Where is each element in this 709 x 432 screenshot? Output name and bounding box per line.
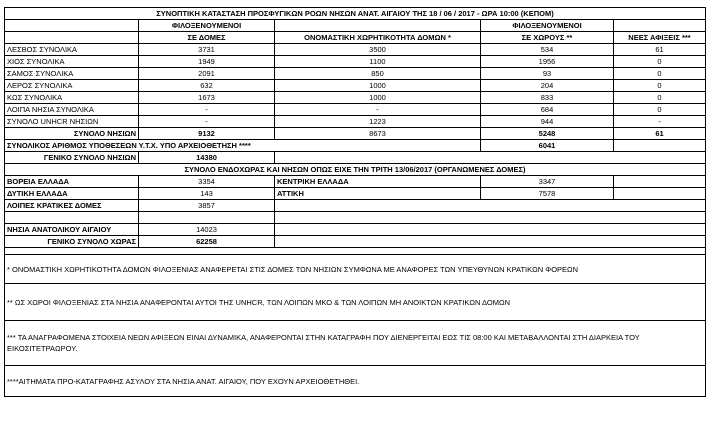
row-arrivals: - bbox=[614, 116, 706, 128]
total-capacity: 8673 bbox=[275, 128, 481, 140]
other-label: ΛΟΙΠΕΣ ΚΡΑΤΙΚΕΣ ΔΟΜΕΣ bbox=[5, 200, 139, 212]
row-label: ΚΩΣ ΣΥΝΟΛΙΚΑ bbox=[5, 92, 139, 104]
mainland-title: ΣΥΝΟΛΟ ΕΝΔΟΧΩΡΑΣ ΚΑΙ ΝΗΣΩΝ ΟΠΩΣ ΕΙΧΕ ΤΗΝ ΤΡΙΤΗ 13/06/2017 (ΟΡΓΑΝΩΜΕΝΕΣ ΔΟΜΕΣ) bbox=[5, 164, 706, 176]
asylum-pending-label: ΣΥΝΟΛΙΚΟΣ ΑΡΙΘΜΟΣ ΥΠΟΘΕΣΕΩΝ Υ.Τ.Χ. ΥΠΟ ΑΡΧΕΙΟΘΕΤΗΣΗ **** bbox=[5, 140, 481, 152]
row-capacity: 850 bbox=[275, 68, 481, 80]
row-arrivals: 0 bbox=[614, 92, 706, 104]
table-row bbox=[5, 56, 706, 68]
report-sheet bbox=[4, 7, 705, 397]
central-value: 3347 bbox=[481, 176, 614, 188]
table-row bbox=[5, 44, 706, 56]
grand-country-row bbox=[5, 236, 706, 248]
row-spaces: 93 bbox=[481, 68, 614, 80]
grand-country-label: ΓΕΝΙΚΟ ΣΥΝΟΛΟ ΧΩΡΑΣ bbox=[5, 236, 139, 248]
table-row bbox=[5, 116, 706, 128]
row-spaces: 534 bbox=[481, 44, 614, 56]
note-capacity: * ΟΝΟΜΑΣΤΙΚΗ ΧΩΡΗΤΙΚΟΤΗΤΑ ΔΟΜΩΝ ΦΙΛΟΞΕΝΙΑΣ ΑΝΑΦΕΡΕΤΑΙ ΣΤΙΣ ΔΟΜΕΣ ΤΩΝ ΝΗΣΙΩΝ ΣΥΜΦΩΝΑ ΜΕ ΑΝΑΦΟΡΕΣ ΤΩΝ ΥΠΕΥΘΥΝΩΝ ΚΡΑΤΙΚΩΝ ΦΟΡΕΩΝ bbox=[5, 255, 706, 284]
row-capacity: - bbox=[275, 104, 481, 116]
attica-label: ΑΤΤΙΚΗ bbox=[275, 188, 481, 200]
header-in-spaces: ΣΕ ΧΩΡΟΥΣ ** bbox=[481, 32, 614, 44]
north-label: ΒΟΡΕΙΑ ΕΛΛΑΔΑ bbox=[5, 176, 139, 188]
row-capacity: 1223 bbox=[275, 116, 481, 128]
mainland-row-3 bbox=[5, 200, 706, 212]
row-capacity: 1100 bbox=[275, 56, 481, 68]
row-label: ΣΥΝΟΛΟ UNHCR ΝΗΣΙΩΝ bbox=[5, 116, 139, 128]
mainland-row-1 bbox=[5, 176, 706, 188]
refugee-flows-table bbox=[4, 7, 706, 397]
east-aegean-label: ΝΗΣΙΑ ΑΝΑΤΟΛΙΚΟΥ ΑΙΓΑΙΟΥ bbox=[5, 224, 139, 236]
grand-country-value: 62258 bbox=[139, 236, 275, 248]
header-hosted: ΦΙΛΟΞΕΝΟΥΜΕΝΟΙ bbox=[139, 20, 275, 32]
mainland-row-2 bbox=[5, 188, 706, 200]
row-label: ΧΙΟΣ ΣΥΝΟΛΙΚΑ bbox=[5, 56, 139, 68]
header-hosted-2: ΦΙΛΟΞΕΝΟΥΜΕΝΟΙ bbox=[481, 20, 614, 32]
note-row bbox=[5, 255, 706, 284]
row-arrivals: 61 bbox=[614, 44, 706, 56]
table-row bbox=[5, 68, 706, 80]
note-arrivals: *** ΤΑ ΑΝΑΓΡΑΦΟΜΕΝΑ ΣΤΟΙΧΕΙΑ ΝΕΩΝ ΑΦΙΞΕΩΝ ΕΙΝΑΙ ΔΥΝΑΜΙΚΑ, ΑΝΑΦΕΡΟΝΤΑΙ ΣΤΗΝ ΚΑΤΑΓΡΑΦΗ ΠΟΥ ΔΙΕΝΕΡΓΕΙΤΑΙ ΕΩΣ ΤΙΣ 08:00 ΚΑΙ ΜΕΤΑΒΑΛΛΟΝΤΑΙ ΣΤΗ ΔΙΑΡΚΕΙΑ ΤΟΥ ΕΙΚΟΣΙΤΕΤΡΑΩΡΟΥ. bbox=[5, 321, 706, 366]
other-value: 3857 bbox=[139, 200, 275, 212]
header-in-structures: ΣΕ ΔΟΜΕΣ bbox=[139, 32, 275, 44]
asylum-pending-value: 6041 bbox=[481, 140, 614, 152]
table-row bbox=[5, 104, 706, 116]
asylum-pending-row bbox=[5, 140, 706, 152]
north-value: 3354 bbox=[139, 176, 275, 188]
total-structures: 9132 bbox=[139, 128, 275, 140]
note-row bbox=[5, 284, 706, 321]
total-arrivals: 61 bbox=[614, 128, 706, 140]
note-row bbox=[5, 366, 706, 397]
note-asylum: ****ΑΙΤΗΜΑΤΑ ΠΡΟ-ΚΑΤΑΓΡΑΦΗΣ ΑΣΥΛΟΥ ΣΤΑ ΝΗΣΙΑ ΑΝΑΤ. ΑΙΓΑΙΟΥ, ΠΟΥ ΕΧΟΥΝ ΑΡΧΕΙΟΘΕΤΗΘΕΙ. bbox=[5, 366, 706, 397]
east-aegean-value: 14023 bbox=[139, 224, 275, 236]
grand-islands-row bbox=[5, 152, 706, 164]
total-islands-row bbox=[5, 128, 706, 140]
grand-islands-label: ΓΕΝΙΚΟ ΣΥΝΟΛΟ ΝΗΣΙΩΝ bbox=[5, 152, 139, 164]
row-spaces: 684 bbox=[481, 104, 614, 116]
total-islands-label: ΣΥΝΟΛΟ ΝΗΣΙΩΝ bbox=[5, 128, 139, 140]
header-row-2 bbox=[5, 32, 706, 44]
row-structures: 2091 bbox=[139, 68, 275, 80]
blank-row bbox=[5, 212, 706, 224]
table-row bbox=[5, 80, 706, 92]
row-structures: 3731 bbox=[139, 44, 275, 56]
row-arrivals: 0 bbox=[614, 104, 706, 116]
row-label: ΛΕΣΒΟΣ ΣΥΝΟΛΙΚΑ bbox=[5, 44, 139, 56]
east-aegean-row bbox=[5, 224, 706, 236]
report-title: ΣΥΝΟΠΤΙΚΗ ΚΑΤΑΣΤΑΣΗ ΠΡΟΣΦΥΓΙΚΩΝ ΡΟΩΝ ΝΗΣΩΝ ΑΝΑΤ. ΑΙΓΑΙΟΥ ΤΗΣ 18 / 06 / 2017 - ΩΡΑ 10:00 (ΚΕΠΟΜ) bbox=[5, 8, 706, 20]
row-structures: - bbox=[139, 116, 275, 128]
row-arrivals: 0 bbox=[614, 68, 706, 80]
west-value: 143 bbox=[139, 188, 275, 200]
west-label: ΔΥΤΙΚΗ ΕΛΛΑΔΑ bbox=[5, 188, 139, 200]
grand-islands-value: 14380 bbox=[139, 152, 275, 164]
mainland-title-row bbox=[5, 164, 706, 176]
row-arrivals: 0 bbox=[614, 80, 706, 92]
row-spaces: 833 bbox=[481, 92, 614, 104]
row-spaces: 1956 bbox=[481, 56, 614, 68]
row-label: ΣΑΜΟΣ ΣΥΝΟΛΙΚΑ bbox=[5, 68, 139, 80]
row-structures: - bbox=[139, 104, 275, 116]
row-spaces: 944 bbox=[481, 116, 614, 128]
attica-value: 7578 bbox=[481, 188, 614, 200]
row-label: ΛΕΡΟΣ ΣΥΝΟΛΙΚΑ bbox=[5, 80, 139, 92]
header-capacity: ΟΝΟΜΑΣΤΙΚΗ ΧΩΡΗΤΙΚΟΤΗΤΑ ΔΟΜΩΝ * bbox=[275, 32, 481, 44]
row-capacity: 1000 bbox=[275, 92, 481, 104]
row-capacity: 1000 bbox=[275, 80, 481, 92]
central-label: ΚΕΝΤΡΙΚΗ ΕΛΛΑΔΑ bbox=[275, 176, 481, 188]
note-spaces: ** ΩΣ ΧΩΡΟΙ ΦΙΛΟΞΕΝΙΑΣ ΣΤΑ ΝΗΣΙΑ ΑΝΑΦΕΡΟΝΤΑΙ ΑΥΤΟΙ ΤΗΣ UNHCR, ΤΩΝ ΛΟΙΠΩΝ ΜΚΟ & ΤΩΝ ΛΟΙΠΩΝ ΜΗ ΑΝΟΙΚΤΩΝ ΚΡΑΤΙΚΩΝ ΔΟΜΩΝ bbox=[5, 284, 706, 321]
total-spaces: 5248 bbox=[481, 128, 614, 140]
row-capacity: 3500 bbox=[275, 44, 481, 56]
row-spaces: 204 bbox=[481, 80, 614, 92]
table-row bbox=[5, 92, 706, 104]
header-new-arrivals: ΝΕΕΣ ΑΦΙΞΕΙΣ *** bbox=[614, 32, 706, 44]
title-row bbox=[5, 8, 706, 20]
row-label: ΛΟΙΠΑ ΝΗΣΙΑ ΣΥΝΟΛΙΚΑ bbox=[5, 104, 139, 116]
header-row-1 bbox=[5, 20, 706, 32]
note-row bbox=[5, 321, 706, 366]
spacer-row bbox=[5, 248, 706, 255]
row-structures: 632 bbox=[139, 80, 275, 92]
row-arrivals: 0 bbox=[614, 56, 706, 68]
row-structures: 1673 bbox=[139, 92, 275, 104]
row-structures: 1949 bbox=[139, 56, 275, 68]
